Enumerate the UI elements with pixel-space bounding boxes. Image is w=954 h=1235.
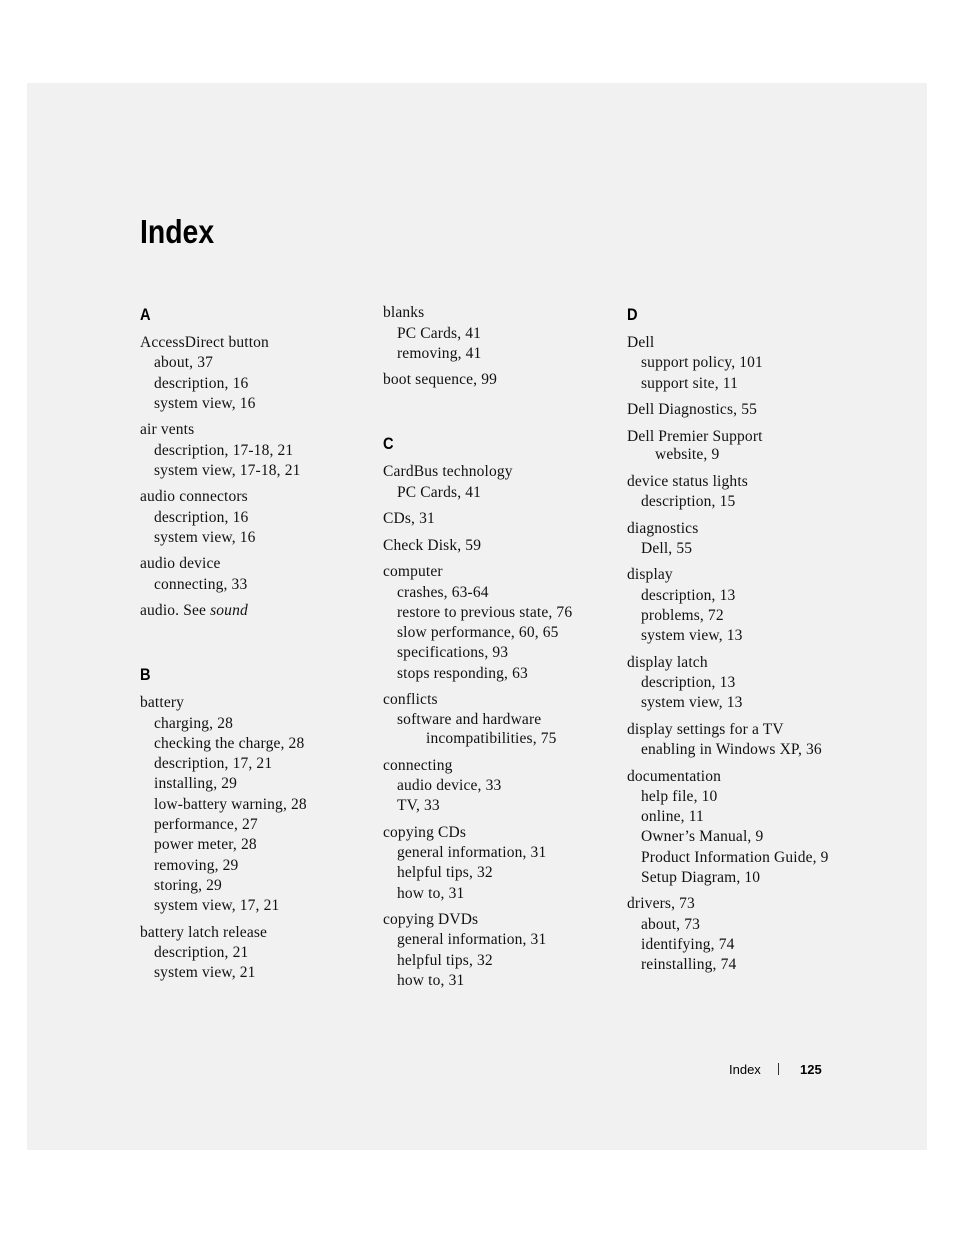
index-subentry: help file, 10 — [641, 788, 718, 805]
index-entry: Dell Diagnostics, 55 — [627, 401, 757, 418]
index-entry: conflicts — [383, 691, 438, 708]
index-subentry: about, 37 — [154, 354, 214, 371]
index-subentry: system view, 16 — [154, 529, 256, 546]
index-entry: connecting — [383, 757, 453, 774]
page-number: 125 — [800, 1062, 822, 1077]
index-subentry: about, 73 — [641, 916, 701, 933]
section-heading-d: D — [627, 305, 638, 324]
index-entry: copying CDs — [383, 824, 467, 841]
index-subentry: reinstalling, 74 — [641, 956, 737, 973]
index-subentry: software and hardware — [397, 711, 542, 728]
index-subentry: installing, 29 — [154, 775, 238, 792]
index-entry: AccessDirect button — [140, 334, 269, 351]
index-subentry: online, 11 — [641, 808, 704, 825]
index-subentry: audio device, 33 — [397, 777, 502, 794]
index-subentry: Owner’s Manual, 9 — [641, 828, 764, 845]
index-subentry: description, 16 — [154, 375, 249, 392]
index-subentry: system view, 16 — [154, 395, 256, 412]
index-entry: audio connectors — [140, 488, 248, 505]
index-entry: device status lights — [627, 473, 748, 490]
see-target: sound — [210, 602, 248, 619]
index-subentry: support site, 11 — [641, 375, 738, 392]
index-entry: Dell Premier Support — [627, 428, 763, 445]
index-entry: computer — [383, 563, 443, 580]
index-entry: copying DVDs — [383, 911, 479, 928]
index-subentry: connecting, 33 — [154, 576, 248, 593]
index-entry: display — [627, 566, 673, 583]
index-entry: battery latch release — [140, 924, 268, 941]
index-subentry: slow performance, 60, 65 — [397, 624, 559, 641]
index-subentry: system view, 21 — [154, 964, 256, 981]
index-subentry: storing, 29 — [154, 877, 222, 894]
index-subentry: removing, 41 — [397, 345, 482, 362]
index-subentry: how to, 31 — [397, 972, 465, 989]
index-entry: boot sequence, 99 — [383, 371, 498, 388]
index-entry-wrap: website, 9 — [655, 446, 720, 463]
index-subentry: power meter, 28 — [154, 836, 257, 853]
section-heading-c: C — [383, 434, 394, 453]
index-subentry: description, 17, 21 — [154, 755, 273, 772]
index-entry: display settings for a TV — [627, 721, 784, 738]
index-entry: CDs, 31 — [383, 510, 435, 527]
index-subentry: general information, 31 — [397, 844, 547, 861]
index-entry: air vents — [140, 421, 195, 438]
index-entry: drivers, 73 — [627, 895, 695, 912]
index-entry: Check Disk, 59 — [383, 537, 482, 554]
index-subentry: problems, 72 — [641, 607, 724, 624]
index-subentry: Setup Diagram, 10 — [641, 869, 761, 886]
section-heading-a: A — [140, 305, 151, 324]
index-entry: blanks — [383, 304, 425, 321]
index-subentry: description, 17-18, 21 — [154, 442, 294, 459]
index-subentry: support policy, 101 — [641, 354, 763, 371]
index-subentry: helpful tips, 32 — [397, 952, 493, 969]
index-subentry: identifying, 74 — [641, 936, 735, 953]
index-subentry: general information, 31 — [397, 931, 547, 948]
index-subentry: TV, 33 — [397, 797, 440, 814]
index-subentry: description, 13 — [641, 674, 736, 691]
footer-section-label: Index — [729, 1062, 761, 1077]
index-subentry: crashes, 63-64 — [397, 584, 489, 601]
index-subentry: performance, 27 — [154, 816, 258, 833]
index-subentry: description, 15 — [641, 493, 736, 510]
index-subentry-wrap: incompatibilities, 75 — [426, 730, 557, 747]
index-entry: battery — [140, 694, 185, 711]
index-subentry: how to, 31 — [397, 885, 465, 902]
see-text: audio. See — [140, 602, 211, 619]
index-subentry: removing, 29 — [154, 857, 239, 874]
index-entry: audio device — [140, 555, 221, 572]
index-entry: CardBus technology — [383, 463, 513, 480]
index-subentry: stops responding, 63 — [397, 665, 528, 682]
index-subentry: system view, 13 — [641, 694, 743, 711]
index-subentry: PC Cards, 41 — [397, 484, 482, 501]
index-entry: diagnostics — [627, 520, 699, 537]
index-subentry: enabling in Windows XP, 36 — [641, 741, 822, 758]
index-subentry: specifications, 93 — [397, 644, 509, 661]
index-subentry: system view, 13 — [641, 627, 743, 644]
index-subentry: Product Information Guide, 9 — [641, 849, 829, 866]
section-heading-b: B — [140, 665, 151, 684]
index-entry: display latch — [627, 654, 708, 671]
page-title: Index — [140, 213, 215, 250]
index-subentry: charging, 28 — [154, 715, 233, 732]
index-subentry: system view, 17, 21 — [154, 897, 280, 914]
index-subentry: description, 13 — [641, 587, 736, 604]
index-entry: Dell — [627, 334, 655, 351]
index-entry-see — [140, 601, 248, 621]
index-subentry: PC Cards, 41 — [397, 325, 482, 342]
index-subentry: description, 21 — [154, 944, 249, 961]
index-subentry: restore to previous state, 76 — [397, 604, 573, 621]
index-subentry: checking the charge, 28 — [154, 735, 305, 752]
index-subentry: description, 16 — [154, 509, 249, 526]
footer-separator — [778, 1063, 779, 1075]
index-subentry: low-battery warning, 28 — [154, 796, 307, 813]
index-subentry: helpful tips, 32 — [397, 864, 493, 881]
index-subentry: Dell, 55 — [641, 540, 693, 557]
index-subentry: system view, 17-18, 21 — [154, 462, 301, 479]
index-entry: documentation — [627, 768, 722, 785]
